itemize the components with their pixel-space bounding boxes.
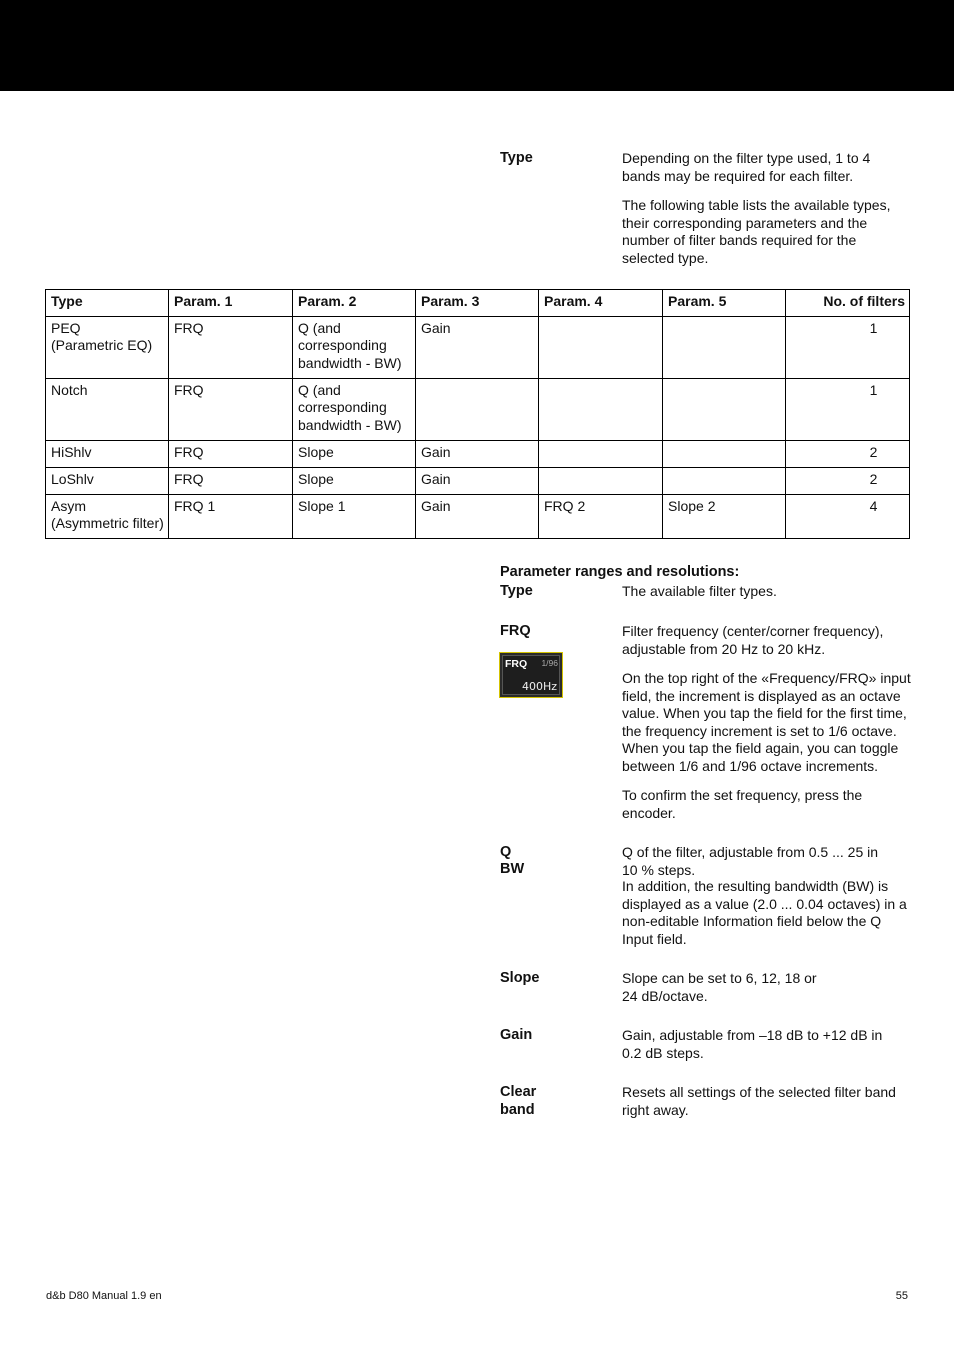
frq-confirm-text: To confirm the set frequency, press the encoder. — [622, 787, 863, 821]
table-header: Param. 4 — [539, 290, 663, 317]
table-cell — [539, 379, 663, 441]
range-type-label: Type — [500, 583, 533, 599]
frq-field-title: FRQ — [505, 658, 528, 670]
table-cell: Gain — [416, 317, 539, 379]
table-cell — [46, 317, 169, 379]
table-cell: FRQ — [169, 441, 293, 468]
table-header: Param. 5 — [663, 290, 786, 317]
table-cell: Slope — [293, 468, 416, 495]
table-cell: FRQ 1 — [169, 495, 293, 539]
table-cell: 4 — [786, 495, 910, 539]
frq-increment-text: On the top right of the «Frequency/FRQ» input field, the increment is displayed as an octave value. When you tap the field for the first time, the frequency increment is set to 1/6 octave. When you tap the field again, you can toggle between 1/6 and 1/96 octave increments. — [622, 670, 911, 774]
footer-manual-title: d&b D80 Manual 1.9 en — [46, 1290, 162, 1302]
table-header: Param. 3 — [416, 290, 539, 317]
table-cell — [663, 317, 786, 379]
table-cell: FRQ — [169, 468, 293, 495]
table-cell: Gain — [416, 441, 539, 468]
table-cell — [539, 441, 663, 468]
clear-label: Clear — [500, 1084, 537, 1100]
range-type-text: The available filter types. — [622, 583, 777, 599]
slope-text: Slope can be set to 6, 12, 18 or 24 dB/octave. — [622, 970, 817, 1004]
cell-text: Asym (Asymmetric filter) — [51, 498, 164, 532]
filter-types-table — [45, 289, 910, 539]
table-cell: Q (and corresponding bandwidth - BW) — [293, 317, 416, 379]
page-number: 55 — [895, 1290, 908, 1302]
bw-text: In addition, the resulting bandwidth (BW) is displayed as a value (2.0 ... 0.04 octaves) in a non-editable Information field below the Q Input field. — [622, 878, 907, 947]
table-cell — [663, 468, 786, 495]
table-cell: Gain — [416, 495, 539, 539]
header-bar — [0, 0, 954, 91]
table-header: Param. 1 — [169, 290, 293, 317]
gain-text: Gain, adjustable from –18 dB to +12 dB in 0.2 dB steps. — [622, 1027, 883, 1061]
table-row — [46, 317, 910, 379]
table-cell: FRQ 2 — [539, 495, 663, 539]
clear-text: Resets all settings of the selected filter band right away. — [622, 1084, 896, 1118]
q-text: Q of the filter, adjustable from 0.5 ... 25 in 10 % steps. — [622, 844, 879, 878]
table-row — [46, 441, 910, 468]
frq-field-increment: 1/96 — [541, 658, 558, 668]
gain-label: Gain — [500, 1027, 533, 1043]
table-header: Type — [46, 290, 169, 317]
type-table-intro: The following table lists the available types, their corresponding parameters and the number of filter bands required for the selected type. — [622, 197, 891, 266]
table-cell — [46, 495, 169, 539]
table-cell: Slope 2 — [663, 495, 786, 539]
table-cell — [663, 379, 786, 441]
table-cell: Q (and corresponding bandwidth - BW) — [293, 379, 416, 441]
slope-label: Slope — [500, 970, 540, 986]
table-cell — [539, 468, 663, 495]
table-cell: FRQ — [169, 379, 293, 441]
table-header: No. of filters — [786, 290, 910, 317]
table-row — [46, 468, 910, 495]
cell-text: PEQ (Parametric EQ) — [51, 320, 153, 354]
q-label: Q — [500, 844, 512, 860]
table-cell: 1 — [786, 379, 910, 441]
table-cell: HiShlv — [46, 441, 169, 468]
frq-input-field — [499, 652, 563, 698]
type-label: Type — [500, 150, 533, 166]
band-label: band — [500, 1102, 535, 1118]
frq-label: FRQ — [500, 623, 531, 639]
table-cell — [539, 317, 663, 379]
table-cell: Slope — [293, 441, 416, 468]
table-row — [46, 379, 910, 441]
table-cell: FRQ — [169, 317, 293, 379]
table-cell: Gain — [416, 468, 539, 495]
table-header: Param. 2 — [293, 290, 416, 317]
table-cell: 1 — [786, 317, 910, 379]
table-cell: LoShlv — [46, 468, 169, 495]
bw-label: BW — [500, 861, 525, 877]
table-row — [46, 495, 910, 539]
table-cell: 2 — [786, 441, 910, 468]
table-cell — [416, 379, 539, 441]
type-description: Depending on the filter type used, 1 to 4 bands may be required for each filter. — [622, 150, 871, 184]
table-cell: 2 — [786, 468, 910, 495]
ranges-heading: Parameter ranges and resolutions: — [500, 564, 740, 580]
frq-text: Filter frequency (center/corner frequency), adjustable from 20 Hz to 20 kHz. — [622, 623, 884, 657]
table-cell: Notch — [46, 379, 169, 441]
table-cell — [663, 441, 786, 468]
frq-field-value: 400Hz — [521, 680, 557, 693]
table-cell: Slope 1 — [293, 495, 416, 539]
table-header-row — [46, 290, 910, 317]
